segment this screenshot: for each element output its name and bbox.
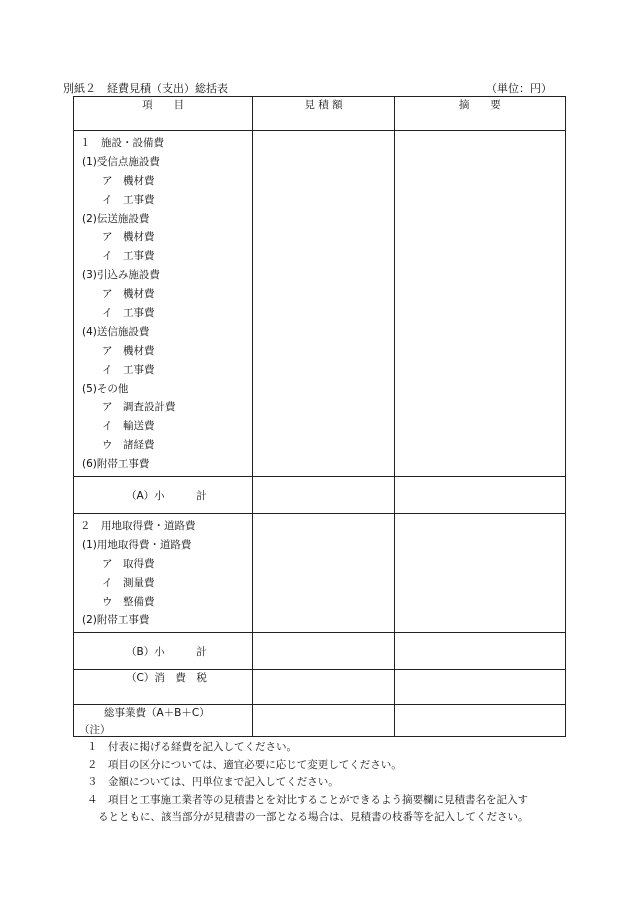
- tax-label-cell: [74, 670, 253, 705]
- item-line: イ 測量費: [102, 576, 155, 589]
- remarks-cell[interactable]: [394, 131, 565, 477]
- note-item: ２ 項目の区分については、適宜必要に応じて変更してください。: [87, 758, 402, 771]
- item-line: ア 調査設計費: [102, 401, 176, 414]
- item-line: １ 施設・設備費: [80, 137, 164, 149]
- item-line: イ 工事費: [102, 363, 155, 376]
- notes-section: [73, 722, 573, 826]
- item-line: イ 工事費: [102, 193, 155, 206]
- amount-cell[interactable]: [253, 131, 394, 477]
- item-line: ２ 用地取得費・道路費: [80, 520, 196, 533]
- item-line: (6)附帯工事費: [82, 458, 150, 471]
- item-line: ウ 諸経費: [102, 439, 155, 452]
- item-line: (1)用地取得費・道路費: [82, 538, 192, 551]
- subtotal-b-row: [74, 633, 566, 670]
- subtotal-b-label-cell: [74, 633, 253, 670]
- item-line: (2)附帯工事費: [82, 614, 150, 627]
- item-line: ア 機材費: [102, 231, 155, 244]
- amount-cell[interactable]: [253, 670, 394, 705]
- item-line: ア 取得費: [102, 557, 155, 570]
- tax-row: [74, 670, 566, 705]
- item-line: ア 機材費: [102, 344, 155, 357]
- item-line: ア 機材費: [102, 174, 155, 187]
- remarks-cell[interactable]: [394, 514, 565, 633]
- column-header-amount: 見 積 額: [253, 97, 394, 131]
- column-header-remarks: 摘 要: [394, 97, 565, 131]
- remarks-cell[interactable]: [394, 633, 565, 670]
- unit-label: （単位：円）: [486, 82, 552, 95]
- subtotal-b-label: （B）小 計: [126, 645, 207, 658]
- subtotal-a-label-cell: [74, 477, 253, 514]
- note-item: １ 付表に掲げる経費を記入してください。: [87, 741, 297, 754]
- note-item: ３ 金額については、円単位まで記入してください。: [87, 776, 339, 789]
- column-header-item: 項 目: [74, 97, 253, 131]
- section-1-items: [74, 131, 253, 477]
- page-title: 別紙２ 経費見積（支出）総括表: [63, 82, 228, 95]
- section-1-row: [74, 131, 566, 477]
- item-line: ウ 整備費: [102, 595, 155, 608]
- budget-table: [73, 96, 566, 737]
- amount-cell[interactable]: [253, 477, 394, 514]
- item-line: (2)伝送施設費: [82, 212, 150, 225]
- amount-cell[interactable]: [253, 514, 394, 633]
- notes-heading: （注）: [79, 724, 111, 736]
- item-line: イ 輸送費: [102, 420, 155, 433]
- item-line: イ 工事費: [102, 307, 155, 320]
- amount-cell[interactable]: [253, 633, 394, 670]
- remarks-cell[interactable]: [394, 477, 565, 514]
- table-header-row: [74, 97, 566, 131]
- subtotal-a-row: [74, 477, 566, 514]
- item-line: (1)受信点施設費: [82, 155, 160, 168]
- subtotal-a-label: （A）小 計: [126, 489, 207, 502]
- section-2-row: [74, 514, 566, 633]
- remarks-cell[interactable]: [394, 670, 565, 705]
- section-2-items: [74, 514, 253, 633]
- note-item: ４ 項目と工事施工業者等の見積書とを対比することができるよう摘要欄に見積書名を記入す: [87, 793, 528, 806]
- item-line: (5)その他: [82, 382, 129, 395]
- item-line: (4)送信施設費: [82, 325, 150, 338]
- total-label: 総事業費（A＋B＋C）: [104, 707, 210, 720]
- tax-label: （C）消 費 税: [126, 672, 207, 685]
- item-line: (3)引込み施設費: [82, 269, 160, 282]
- note-item-continuation: るとともに、該当部分が見積書の一部となる場合は、見積書の枝番等を記入してください。: [98, 810, 529, 823]
- item-line: ア 機材費: [102, 288, 155, 301]
- item-line: イ 工事費: [102, 250, 155, 263]
